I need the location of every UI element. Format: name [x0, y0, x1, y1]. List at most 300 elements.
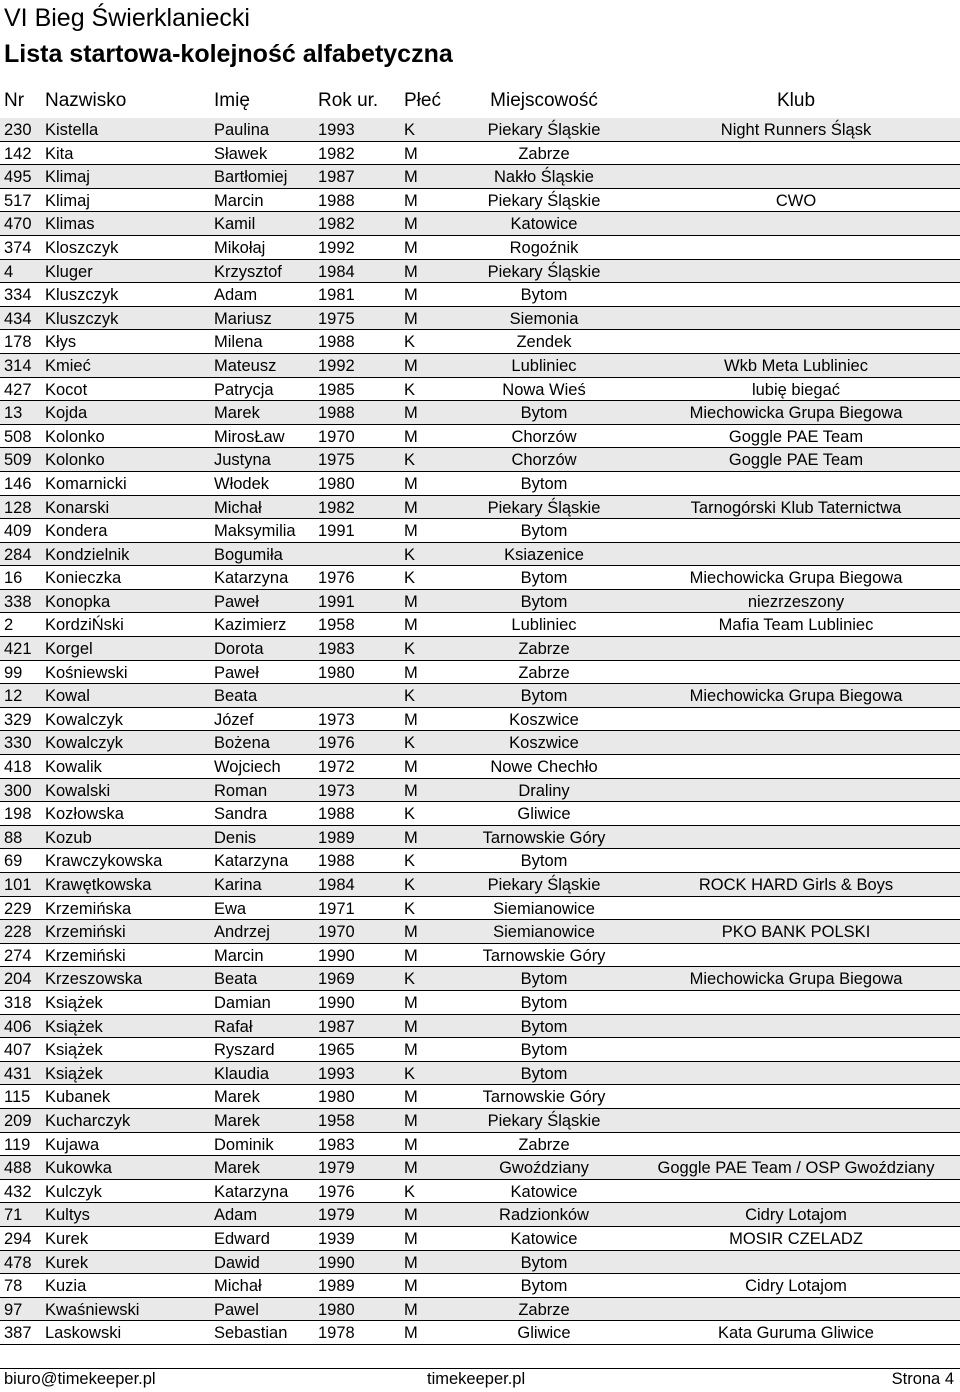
- cell-nr: 198: [4, 805, 32, 824]
- cell-nazwisko: Książek: [45, 1017, 103, 1036]
- cell-plec: M: [404, 1277, 418, 1296]
- table-row: [0, 307, 960, 331]
- cell-klub: Mafia Team Lubliniec: [718, 616, 874, 635]
- cell-plec: M: [404, 522, 418, 541]
- table-row: [0, 118, 960, 142]
- cell-miejscowosc: Siemonia: [509, 309, 579, 328]
- cell-rok: 1983: [318, 1135, 355, 1154]
- cell-rok: 1980: [318, 1088, 355, 1107]
- cell-rok: 1976: [318, 569, 355, 588]
- cell-plec: M: [404, 262, 418, 281]
- cell-klub: Miechowicka Grupa Biegowa: [689, 687, 903, 706]
- cell-imie: Karina: [214, 876, 262, 894]
- table-row: [0, 189, 960, 213]
- page-subtitle: Lista startowa-kolejność alfabetyczna: [4, 40, 453, 68]
- cell-nr: 69: [4, 852, 23, 871]
- cell-nr: 374: [4, 238, 32, 257]
- table-row: [0, 1156, 960, 1180]
- cell-plec: M: [404, 923, 418, 942]
- cell-rok: 1980: [318, 474, 355, 493]
- cell-miejscowosc: Bytom: [520, 1064, 568, 1083]
- cell-imie: Mateusz: [214, 356, 277, 375]
- cell-miejscowosc: Bytom: [520, 592, 568, 611]
- cell-nazwisko: Krzemiński: [45, 923, 126, 942]
- cell-nr: 99: [4, 663, 23, 682]
- cell-plec: K: [404, 380, 416, 399]
- cell-plec: M: [404, 498, 418, 517]
- cell-nazwisko: Kmieć: [45, 356, 91, 375]
- cell-imie: Paulina: [214, 121, 270, 139]
- cell-klub: Wkb Meta Lubliniec: [724, 356, 868, 375]
- cell-klub: lubię biegać: [751, 380, 841, 399]
- cell-miejscowosc: Zabrze: [518, 663, 570, 682]
- table-row: [0, 802, 960, 826]
- cell-miejscowosc: Bytom: [520, 970, 568, 989]
- table-row: [0, 1274, 960, 1298]
- table-row: [0, 472, 960, 496]
- cell-rok: 1990: [318, 993, 355, 1012]
- cell-nr: 334: [4, 286, 32, 305]
- cell-miejscowosc: Nakło Śląskie: [494, 168, 594, 187]
- cell-plec: M: [404, 144, 418, 163]
- cell-rok: 1970: [318, 427, 355, 446]
- cell-klub: Miechowicka Grupa Biegowa: [689, 970, 903, 989]
- cell-nr: 88: [4, 828, 23, 847]
- cell-plec: K: [404, 121, 416, 139]
- cell-nr: 431: [4, 1064, 32, 1083]
- table-row: [0, 330, 960, 354]
- cell-miejscowosc: Lubliniec: [511, 356, 577, 375]
- cell-imie: Michał: [214, 1277, 262, 1296]
- cell-rok: 1991: [318, 522, 355, 541]
- cell-miejscowosc: Gwoździany: [499, 1159, 589, 1178]
- cell-plec: M: [404, 1206, 418, 1225]
- cell-miejscowosc: Radzionków: [499, 1206, 589, 1225]
- cell-nazwisko: Laskowski: [45, 1324, 122, 1343]
- cell-plec: K: [404, 569, 416, 588]
- cell-plec: M: [404, 404, 418, 423]
- cell-nazwisko: Kolonko: [45, 451, 105, 470]
- cell-plec: K: [404, 899, 416, 918]
- cell-miejscowosc: Piekary Śląskie: [487, 121, 601, 139]
- table-row: [0, 849, 960, 873]
- cell-rok: 1980: [318, 663, 355, 682]
- cell-nazwisko: Książek: [45, 1041, 103, 1060]
- table-row: [0, 1133, 960, 1157]
- table-row: [0, 661, 960, 685]
- cell-nazwisko: Krzeszowska: [45, 970, 143, 989]
- cell-plec: M: [404, 710, 418, 729]
- cell-imie: Katarzyna: [214, 1182, 289, 1201]
- cell-miejscowosc: Bytom: [520, 852, 568, 871]
- cell-plec: K: [404, 640, 416, 659]
- table-row: [0, 354, 960, 378]
- cell-nazwisko: Konieczka: [45, 569, 122, 588]
- cell-nazwisko: Komarnicki: [45, 474, 127, 493]
- cell-plec: M: [404, 215, 418, 234]
- cell-plec: M: [404, 1324, 418, 1343]
- cell-miejscowosc: Bytom: [520, 1277, 568, 1296]
- cell-miejscowosc: Katowice: [510, 215, 578, 234]
- cell-plec: K: [404, 734, 416, 753]
- cell-plec: M: [404, 1088, 418, 1107]
- cell-nr: 274: [4, 946, 32, 965]
- table-row: [0, 236, 960, 260]
- table-row: [0, 519, 960, 543]
- cell-nazwisko: Kubanek: [45, 1088, 111, 1107]
- cell-klub: Kata Guruma Gliwice: [718, 1324, 874, 1343]
- cell-imie: Andrzej: [214, 923, 270, 942]
- cell-imie: Marcin: [214, 191, 264, 210]
- cell-imie: Beata: [214, 970, 258, 989]
- cell-nr: 488: [4, 1159, 32, 1178]
- cell-rok: 1972: [318, 758, 355, 777]
- cell-rok: 1981: [318, 286, 355, 305]
- cell-nr: 314: [4, 356, 32, 375]
- cell-nazwisko: Kita: [45, 144, 74, 163]
- cell-imie: Ryszard: [214, 1041, 275, 1060]
- cell-rok: 1969: [318, 970, 355, 989]
- cell-nr: 101: [4, 876, 32, 894]
- column-header-klub: Klub: [776, 90, 816, 111]
- cell-nr: 13: [4, 404, 23, 423]
- cell-nazwisko: Kocot: [45, 380, 88, 399]
- cell-imie: Mikołaj: [214, 238, 266, 257]
- cell-nazwisko: Kolonko: [45, 427, 105, 446]
- cell-nr: 204: [4, 970, 32, 989]
- cell-plec: M: [404, 1300, 418, 1319]
- cell-imie: Marek: [214, 1088, 260, 1107]
- cell-plec: M: [404, 427, 418, 446]
- cell-miejscowosc: Lubliniec: [511, 616, 577, 635]
- table-row: [0, 1062, 960, 1086]
- cell-plec: M: [404, 946, 418, 965]
- cell-imie: Bożena: [214, 734, 270, 753]
- cell-rok: 1984: [318, 876, 355, 894]
- cell-nazwisko: Krawczykowska: [45, 852, 163, 871]
- cell-miejscowosc: Koszwice: [509, 710, 579, 729]
- column-header-nazwisko: Nazwisko: [45, 90, 127, 111]
- table-row: [0, 425, 960, 449]
- cell-rok: 1985: [318, 380, 355, 399]
- cell-rok: 1982: [318, 498, 355, 517]
- cell-nazwisko: Konarski: [45, 498, 110, 517]
- cell-klub: Goggle PAE Team: [728, 427, 864, 446]
- cell-imie: Marek: [214, 404, 260, 423]
- cell-imie: Damian: [214, 993, 271, 1012]
- cell-imie: Paweł: [214, 663, 259, 682]
- cell-rok: 1983: [318, 640, 355, 659]
- cell-nazwisko: Książek: [45, 993, 103, 1012]
- cell-nazwisko: Kultys: [45, 1206, 90, 1225]
- cell-miejscowosc: Bytom: [520, 286, 568, 305]
- cell-miejscowosc: Nowa Wieś: [502, 380, 586, 399]
- cell-miejscowosc: Tarnowskie Góry: [482, 946, 606, 965]
- table-row: [0, 590, 960, 614]
- cell-imie: Pawel: [214, 1300, 259, 1319]
- cell-nazwisko: Kluszczyk: [45, 309, 119, 328]
- cell-miejscowosc: Draliny: [518, 781, 570, 800]
- cell-plec: M: [404, 1229, 418, 1248]
- cell-rok: 1988: [318, 805, 355, 824]
- cell-klub: Miechowicka Grupa Biegowa: [689, 404, 903, 423]
- table-row: [0, 378, 960, 402]
- cell-imie: Marek: [214, 1159, 260, 1178]
- column-header-plec: Płeć: [404, 90, 441, 111]
- cell-klub: Cidry Lotajom: [745, 1277, 847, 1296]
- cell-klub: CWO: [775, 191, 817, 210]
- cell-plec: K: [404, 970, 416, 989]
- table-row: [0, 165, 960, 189]
- cell-nazwisko: Konopka: [45, 592, 111, 611]
- cell-nazwisko: Kurek: [45, 1229, 89, 1248]
- table-row: [0, 401, 960, 425]
- table-row: [0, 1251, 960, 1275]
- cell-nazwisko: Krawętkowska: [45, 876, 152, 894]
- table-row: [0, 260, 960, 284]
- cell-miejscowosc: Bytom: [520, 687, 568, 706]
- cell-klub: Goggle PAE Team: [728, 451, 864, 470]
- cell-rok: 1958: [318, 616, 355, 635]
- cell-klub: Goggle PAE Team / OSP Gwoździany: [657, 1159, 935, 1178]
- cell-plec: M: [404, 616, 418, 635]
- cell-imie: Dorota: [214, 640, 264, 659]
- cell-plec: M: [404, 191, 418, 210]
- cell-nr: 284: [4, 545, 32, 564]
- cell-klub: Miechowicka Grupa Biegowa: [689, 569, 903, 588]
- table-row: [0, 1085, 960, 1109]
- table-row: [0, 897, 960, 921]
- cell-nr: 509: [4, 451, 32, 470]
- cell-nazwisko: Kujawa: [45, 1135, 100, 1154]
- cell-nazwisko: Kłys: [45, 333, 77, 352]
- cell-nr: 16: [4, 569, 23, 588]
- cell-nazwisko: Krzemińska: [45, 899, 132, 918]
- cell-nr: 2: [4, 616, 14, 635]
- column-header-imie: Imię: [214, 90, 250, 111]
- cell-nr: 119: [4, 1135, 31, 1154]
- cell-nazwisko: Kulczyk: [45, 1182, 102, 1201]
- cell-nr: 71: [4, 1206, 23, 1225]
- cell-nazwisko: Klimaj: [45, 191, 90, 210]
- cell-nr: 421: [4, 640, 32, 659]
- cell-imie: Justyna: [214, 451, 271, 470]
- cell-rok: 1992: [318, 238, 355, 257]
- table-row: [0, 920, 960, 944]
- cell-plec: K: [404, 852, 416, 871]
- cell-rok: 1971: [318, 899, 355, 918]
- cell-nr: 230: [4, 121, 32, 139]
- cell-nazwisko: Kowalczyk: [45, 734, 123, 753]
- cell-imie: Marek: [214, 1111, 260, 1130]
- cell-plec: M: [404, 356, 418, 375]
- cell-imie: Patrycja: [214, 380, 274, 399]
- cell-nazwisko: Klimas: [45, 215, 95, 234]
- cell-imie: Maksymilia: [214, 522, 296, 541]
- cell-imie: Ewa: [214, 899, 247, 918]
- cell-rok: 1987: [318, 168, 355, 187]
- cell-imie: Marcin: [214, 946, 264, 965]
- cell-nr: 406: [4, 1017, 32, 1036]
- cell-plec: K: [404, 333, 416, 352]
- cell-plec: M: [404, 238, 418, 257]
- cell-rok: 1993: [318, 1064, 355, 1083]
- cell-imie: Beata: [214, 687, 258, 706]
- footer-page-number: Strona 4: [891, 1370, 954, 1388]
- cell-rok: 1982: [318, 215, 355, 234]
- cell-miejscowosc: Zabrze: [518, 640, 570, 659]
- cell-nr: 508: [4, 427, 32, 446]
- cell-rok: 1980: [318, 1300, 355, 1319]
- footer-email[interactable]: biuro@timekeeper.pl: [4, 1370, 156, 1388]
- cell-plec: M: [404, 1135, 418, 1154]
- cell-nazwisko: Kondera: [45, 522, 108, 541]
- cell-nr: 338: [4, 592, 32, 611]
- cell-miejscowosc: Gliwice: [517, 1324, 571, 1343]
- cell-miejscowosc: Piekary Śląskie: [487, 262, 601, 281]
- cell-miejscowosc: Bytom: [520, 1253, 568, 1272]
- cell-miejscowosc: Zabrze: [518, 1300, 570, 1319]
- cell-nr: 495: [4, 168, 32, 187]
- cell-plec: M: [404, 663, 418, 682]
- cell-imie: Józef: [214, 710, 254, 729]
- table-row: [0, 142, 960, 166]
- cell-klub: Cidry Lotajom: [745, 1206, 847, 1225]
- cell-nazwisko: Kozub: [45, 828, 92, 847]
- cell-nr: 409: [4, 522, 32, 541]
- cell-rok: 1990: [318, 1253, 355, 1272]
- cell-rok: 1992: [318, 356, 355, 375]
- cell-nazwisko: Kojda: [45, 404, 88, 423]
- cell-rok: 1988: [318, 404, 355, 423]
- table-row: [0, 1227, 960, 1251]
- cell-nazwisko: Kozłowska: [45, 805, 124, 824]
- cell-nr: 228: [4, 923, 32, 942]
- cell-plec: M: [404, 1111, 418, 1130]
- cell-nazwisko: Kistella: [45, 121, 99, 139]
- cell-plec: M: [404, 592, 418, 611]
- page-footer: [0, 1368, 960, 1391]
- cell-imie: Mariusz: [214, 309, 272, 328]
- cell-nazwisko: Kowalik: [45, 758, 102, 777]
- cell-rok: 1979: [318, 1159, 355, 1178]
- cell-klub: Night Runners Śląsk: [720, 121, 872, 139]
- cell-plec: K: [404, 805, 416, 824]
- cell-nazwisko: Kośniewski: [45, 663, 128, 682]
- cell-rok: 1970: [318, 923, 355, 942]
- cell-miejscowosc: Bytom: [520, 404, 568, 423]
- table-row: [0, 708, 960, 732]
- cell-miejscowosc: Tarnowskie Góry: [482, 1088, 606, 1107]
- cell-plec: M: [404, 828, 418, 847]
- cell-plec: M: [404, 993, 418, 1012]
- cell-imie: Milena: [214, 333, 263, 352]
- cell-imie: Klaudia: [214, 1064, 270, 1083]
- table-row: [0, 991, 960, 1015]
- cell-rok: 1987: [318, 1017, 355, 1036]
- cell-nazwisko: Książek: [45, 1064, 103, 1083]
- cell-nazwisko: Kukowka: [45, 1159, 112, 1178]
- cell-miejscowosc: Nowe Chechło: [490, 758, 598, 777]
- footer-site[interactable]: timekeeper.pl: [427, 1370, 526, 1388]
- cell-nazwisko: Kwaśniewski: [45, 1300, 140, 1319]
- cell-miejscowosc: Zabrze: [518, 144, 570, 163]
- cell-rok: 1988: [318, 191, 355, 210]
- cell-imie: Sandra: [214, 805, 268, 824]
- cell-plec: M: [404, 286, 418, 305]
- table-row: [0, 212, 960, 236]
- cell-miejscowosc: Bytom: [520, 569, 568, 588]
- cell-plec: M: [404, 309, 418, 328]
- cell-nr: 146: [4, 474, 32, 493]
- cell-nr: 517: [4, 191, 32, 210]
- cell-miejscowosc: Chorzów: [511, 451, 577, 470]
- table-row: [0, 1180, 960, 1204]
- cell-miejscowosc: Zendek: [516, 333, 572, 352]
- cell-miejscowosc: Katowice: [510, 1229, 578, 1248]
- cell-imie: Denis: [214, 828, 257, 847]
- cell-rok: 1973: [318, 710, 355, 729]
- cell-klub: ROCK HARD Girls & Boys: [698, 876, 894, 894]
- cell-rok: 1990: [318, 946, 355, 965]
- cell-plec: K: [404, 451, 416, 470]
- cell-miejscowosc: Bytom: [520, 474, 568, 493]
- cell-nr: 387: [4, 1324, 32, 1343]
- cell-rok: 1989: [318, 828, 355, 847]
- cell-imie: Katarzyna: [214, 852, 289, 871]
- table-row: [0, 684, 960, 708]
- cell-nazwisko: Kluger: [45, 262, 93, 281]
- cell-rok: 1979: [318, 1206, 355, 1225]
- cell-nazwisko: Korgel: [45, 640, 93, 659]
- table-row: [0, 1203, 960, 1227]
- table-row: [0, 283, 960, 307]
- cell-plec: M: [404, 474, 418, 493]
- cell-rok: 1975: [318, 309, 355, 328]
- cell-nr: 115: [4, 1088, 31, 1107]
- cell-imie: Kazimierz: [214, 616, 287, 635]
- cell-nazwisko: KordziŃski: [45, 616, 124, 635]
- table-row: [0, 448, 960, 472]
- cell-plec: M: [404, 1159, 418, 1178]
- cell-plec: K: [404, 545, 416, 564]
- cell-nazwisko: Kowalczyk: [45, 710, 123, 729]
- cell-nr: 128: [4, 498, 32, 517]
- cell-nr: 78: [4, 1277, 23, 1296]
- start-list-table: [0, 118, 960, 1345]
- cell-imie: Michał: [214, 498, 262, 517]
- cell-nr: 470: [4, 215, 32, 234]
- cell-klub: Tarnogórski Klub Taternictwa: [690, 498, 902, 517]
- table-row: [0, 1109, 960, 1133]
- table-row: [0, 944, 960, 968]
- cell-nr: 300: [4, 781, 32, 800]
- cell-plec: K: [404, 687, 416, 706]
- cell-rok: 1976: [318, 734, 355, 753]
- cell-nr: 178: [4, 333, 32, 352]
- cell-nr: 434: [4, 309, 32, 328]
- cell-miejscowosc: Gliwice: [517, 805, 571, 824]
- cell-miejscowosc: Piekary Śląskie: [487, 876, 601, 894]
- cell-miejscowosc: Siemianowice: [493, 923, 595, 942]
- table-row: [0, 613, 960, 637]
- cell-nr: 294: [4, 1229, 32, 1248]
- cell-miejscowosc: Rogoźnik: [509, 238, 579, 257]
- cell-rok: 1939: [318, 1229, 355, 1248]
- table-row: [0, 826, 960, 850]
- table-row: [0, 731, 960, 755]
- cell-nr: 407: [4, 1041, 32, 1060]
